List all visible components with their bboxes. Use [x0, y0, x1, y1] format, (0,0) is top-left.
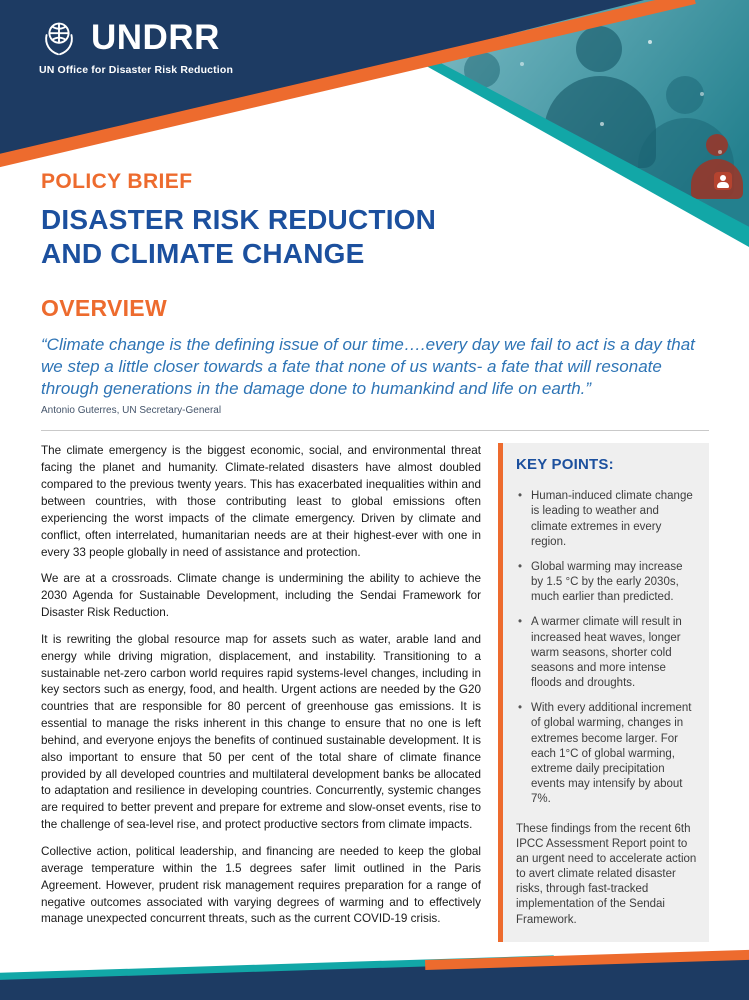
un-emblem-icon	[36, 14, 82, 60]
key-points-list	[516, 489, 697, 807]
person-badge-icon	[714, 172, 732, 190]
org-logo-row	[36, 14, 220, 60]
main-content	[41, 170, 709, 942]
page-title-line2: AND CLIMATE CHANGE	[41, 237, 365, 269]
two-column-layout	[41, 443, 709, 941]
page-title	[41, 203, 709, 270]
quote-attribution: Antonio Guterres, UN Secretary-General	[41, 405, 222, 417]
section-divider	[41, 430, 709, 431]
key-point-item: • With every additional increment of global warming, changes in extremes become larger. For each 1°C of global warming, extreme daily precipitation events may intensify by about 7%.	[516, 701, 697, 807]
body-paragraph: We are at a crossroads. Climate change is undermining the ability to achieve the 2030 Agenda for Sustainable Development, including the Sendai Framework for Disaster Risk Reduction.	[41, 572, 481, 620]
page-title-line1: DISASTER RISK REDUCTION	[41, 204, 437, 235]
footer-band	[0, 948, 749, 1000]
section-heading-overview: OVERVIEW	[41, 295, 167, 322]
key-point-item: • Human-induced climate change is leading to weather and climate extremes in every region.	[516, 489, 697, 550]
body-text-column	[41, 443, 481, 938]
pull-quote: “Climate change is the defining issue of our time….every day we fail to act is a day that we step a little closer towards a fate that none of us wants- a fate that will resonate through generations in the damage done to humankind and life on earth.”	[41, 335, 695, 398]
body-paragraph: It is rewriting the global resource map for assets such as water, arable land and energy while driving migration, displacement, and instability. Transitioning to a sustainable net-zero carbon world requires rapid systems-level changes, including in key sectors such as energy, food, and health. Urgent actions are needed by the G20 countries that are responsible for 80 percent of greenhouse gas emissions. It is essential to manage the risks inherent in this change to ensure that no one is left behind, and everyone enjoys the benefits of continued sustainable development. It is also important to ensure that 50 per cent of the total share of climate finance provided by all developed countries and multilateral development banks be allocated to adaptation and resilience in developing countries. Concurrently, systemic changes are required to better prevent and prepare for extreme and slow-onset events, rise to the challenge of sea-level rise, and protect productive sectors from climate impacts.	[41, 632, 481, 832]
key-points-panel	[498, 443, 709, 941]
kicker-policy-brief: POLICY BRIEF	[41, 170, 193, 193]
key-points-heading: KEY POINTS:	[516, 456, 614, 474]
key-points-note: These findings from the recent 6th IPCC Assessment Report point to an urgent need to accelerate action to avert climate related disaster risks, through fast-tracked implementation of the Sendai Framework.	[516, 822, 697, 926]
org-acronym: UNDRR	[91, 17, 220, 57]
org-name: UN Office for Disaster Risk Reduction	[39, 64, 234, 76]
key-point-item: • A warmer climate will result in increased heat waves, longer warm seasons, shorter cold seasons and more intense floods and droughts.	[516, 615, 697, 691]
body-paragraph: The climate emergency is the biggest economic, social, and environmental threat facing the planet and humanity. Climate-related disasters have almost doubled compared to the previous twenty years. This has exacerbated inequalities within and between countries, with those contributing least to global emissions often experiencing the worst impacts of the climate emergency. Driven by climate and conflict, often interrelated, humanitarian needs are at their highest-ever with one in every 33 people globally in need of assistance and protection.	[41, 444, 481, 559]
key-point-item: • Global warming may increase by 1.5 °C by the early 2030s, much earlier than predicted.	[516, 560, 697, 606]
body-paragraph: Collective action, political leadership, and financing are needed to keep the global average temperature within the 1.5 degrees safer limit outlined in the Paris Agreement. However, prudent risk management requires preparation for a range of negative outcomes associated with varying degrees of warming and to effectively manage unexpected concurrent threats, such as the current COVID-19 crisis.	[41, 845, 481, 926]
